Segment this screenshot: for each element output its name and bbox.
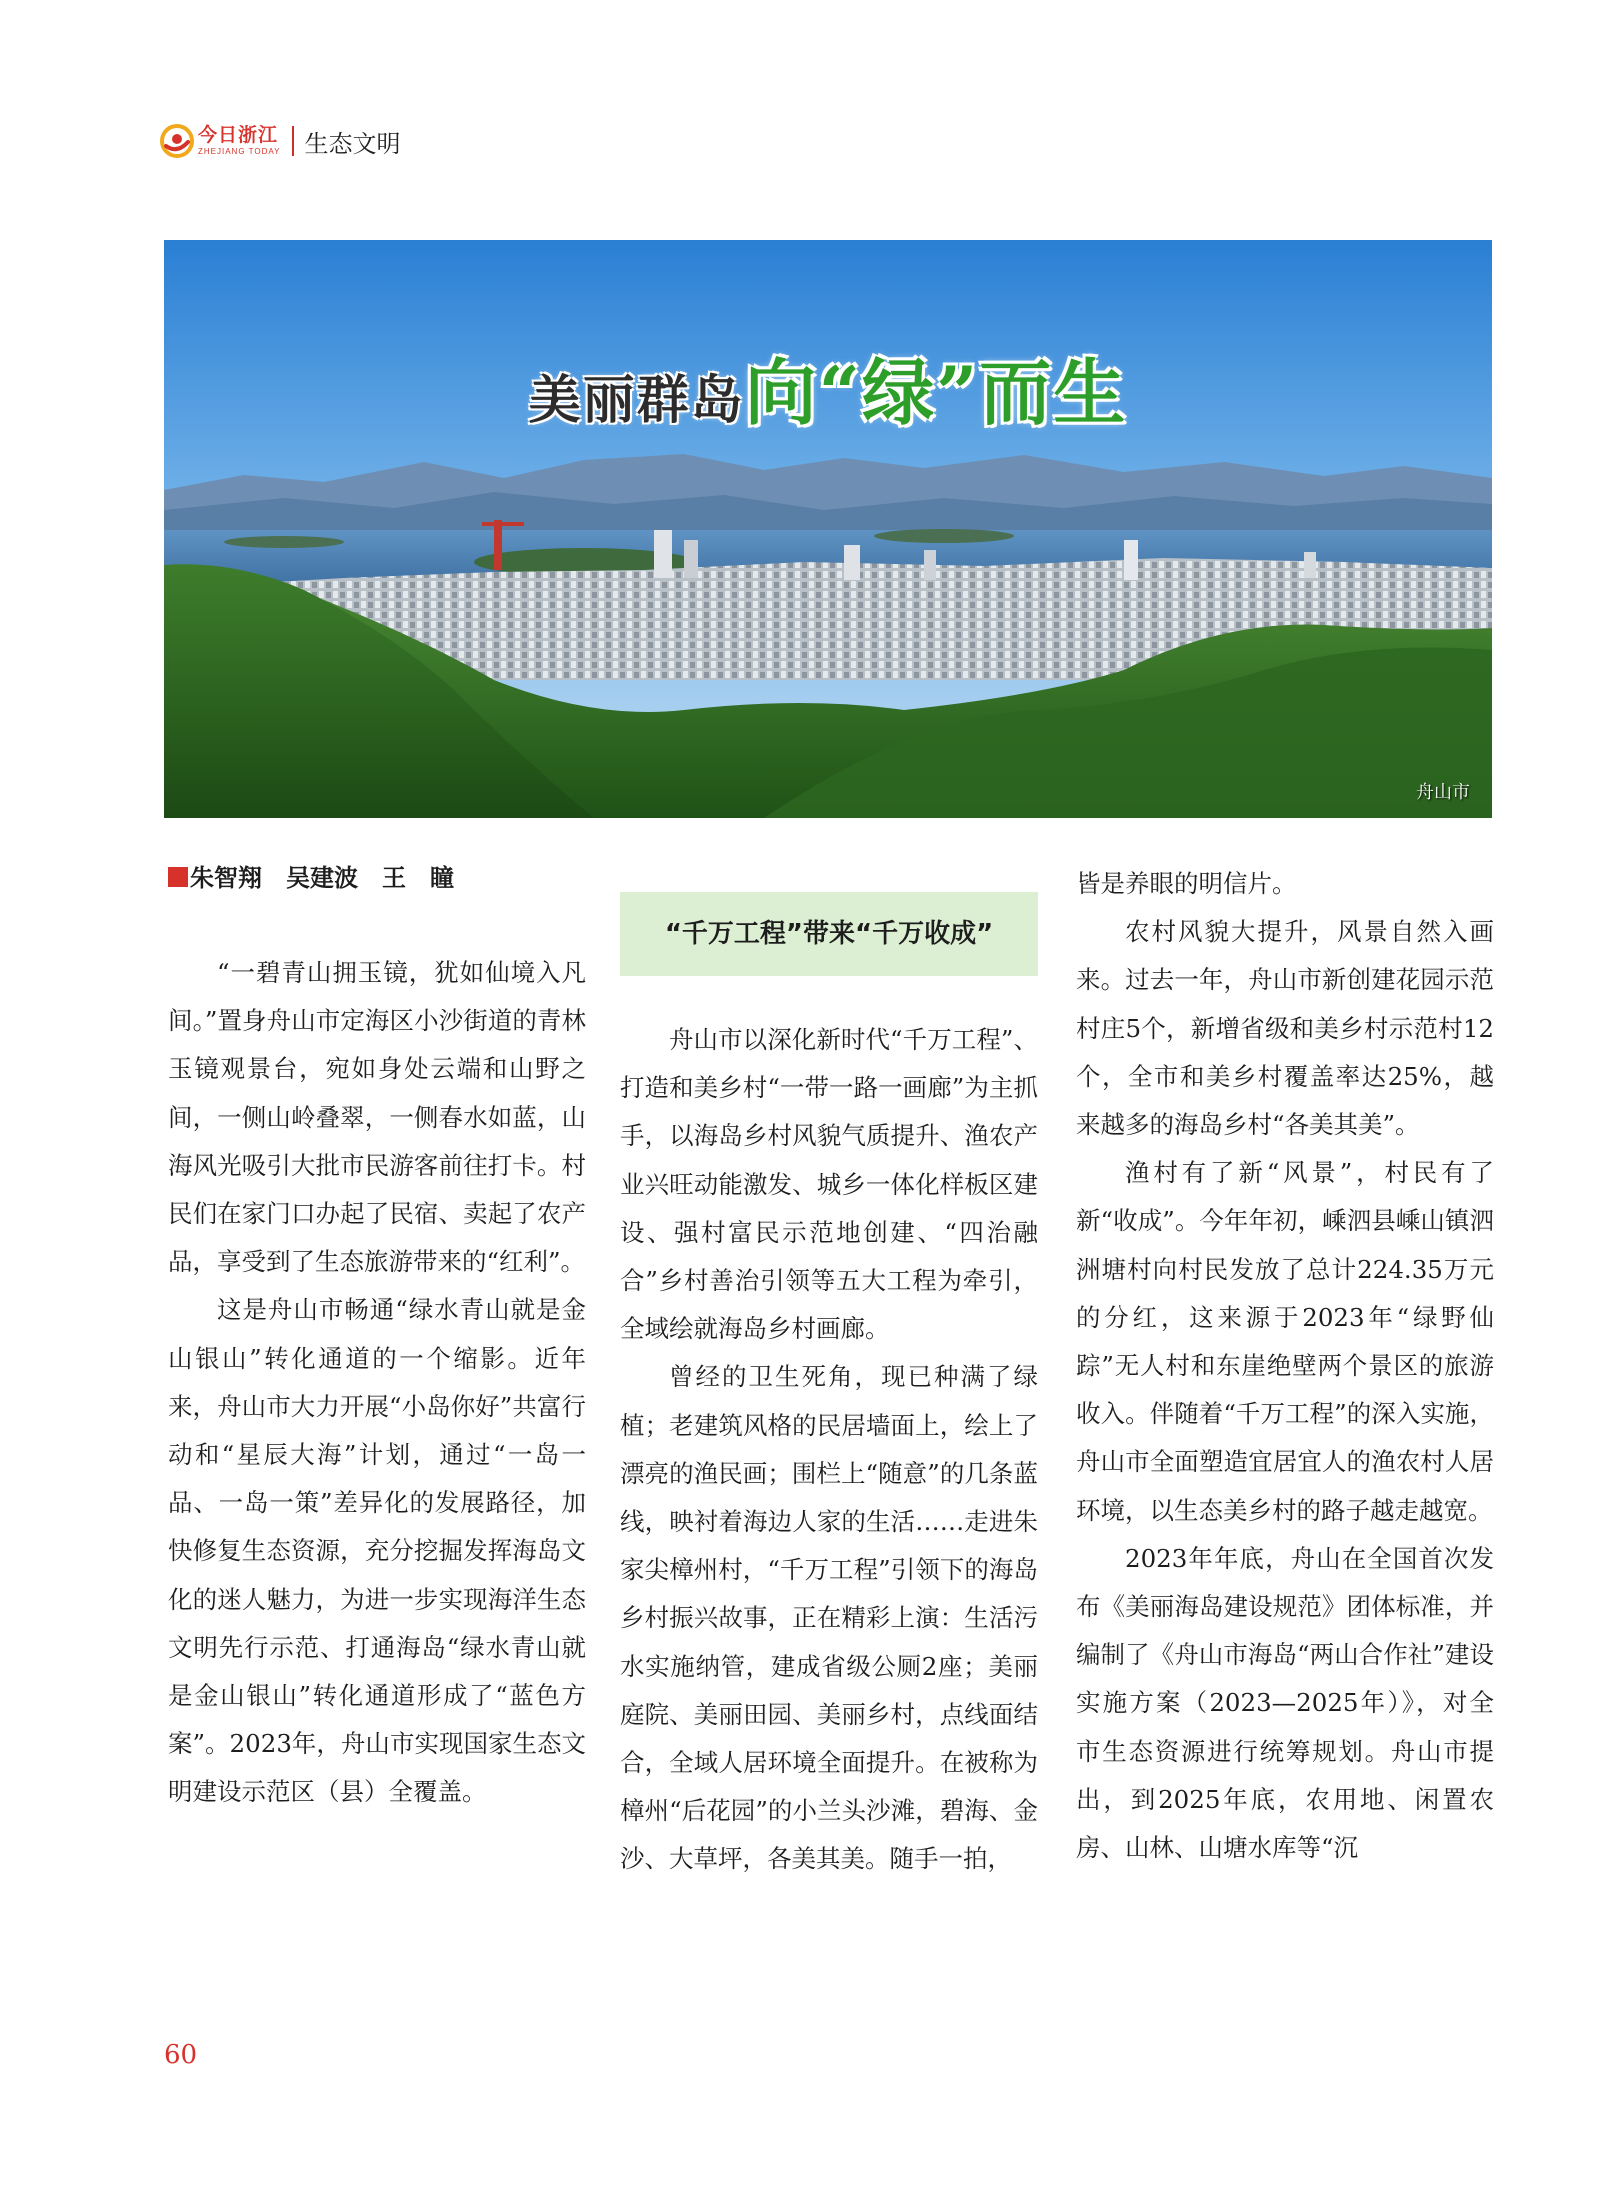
paragraph: 农村风貌大提升，风景自然入画来。过去一年，舟山市新创建花园示范村庄5个，新增省级和美乡村示范村12个，全市和美乡村覆盖率达25%，越来越多的海岛乡村“各美其美”。: [1076, 917, 1494, 1140]
byline: [168, 862, 586, 894]
logo-english-text: ZHEJIANG TODAY: [198, 147, 281, 156]
sun-swirl-logo-icon: [160, 124, 194, 158]
logo-chinese-text: 今日浙江: [198, 124, 279, 146]
section-name: 生态文明: [304, 129, 401, 158]
byline-square-icon: [168, 867, 188, 887]
article-column-3: [1076, 860, 1494, 1872]
city-landscape-illustration: [164, 240, 1492, 818]
article-column-1: [168, 862, 586, 1817]
section-subheading: “千万工程”带来“千万收成”: [620, 892, 1038, 976]
article-title: [164, 335, 1492, 439]
paragraph: “一碧青山拥玉镜，犹如仙境入凡间。”置身舟山市定海区小沙街道的青林玉镜观景台，宛如身处云端和山野之间，一侧山岭叠翠，一侧春水如蓝，山海风光吸引大批市民游客前往打卡。村民们在家门口办起了民宿、卖起了农产品，享受到了生态旅游带来的“红利”。: [168, 958, 586, 1277]
byline-authors: 朱智翔 吴建波 王 瞳: [190, 864, 454, 892]
hero-photo: [164, 240, 1492, 818]
paragraph: 这是舟山市畅通“绿水青山就是金山银山”转化通道的一个缩影。近年来，舟山市大力开展“小岛你好”共富行动和“星辰大海”计划，通过“一岛一品、一岛一策”差异化的发展路径，加快修复生态资源，充分挖掘发挥海岛文化的迷人魅力，为进一步实现海洋生态文明先行示范、打通海岛“绿水青山就是金山银山”转化通道形成了“蓝色方案”。2023年，舟山市实现国家生态文明建设示范区（县）全覆盖。: [168, 1295, 586, 1807]
article-column-2: [620, 862, 1038, 1884]
paragraph: 曾经的卫生死角，现已种满了绿植；老建筑风格的民居墙面上，绘上了漂亮的渔民画；围栏上“随意”的几条蓝线，映衬着海边人家的生活……走进朱家尖樟州村，“千万工程”引领下的海岛乡村振兴故事，正在精彩上演：生活污水实施纳管，建成省级公厕2座；美丽庭院、美丽田园、美丽乡村，点线面结合，全域人居环境全面提升。在被称为樟州“后花园”的小兰头沙滩，碧海、金沙、大草坪，各美其美。随手一拍，: [620, 1362, 1038, 1874]
paragraph: 2023年年底，舟山在全国首次发布《美丽海岛建设规范》团体标准，并编制了《舟山市海岛“两山合作社”建设实施方案（2023—2025年）》，对全市生态资源进行统筹规划。舟山市提出，到2025年底，农用地、闲置农房、山林、山塘水库等“沉: [1076, 1543, 1494, 1863]
article-title-part1: 美丽群岛: [528, 370, 745, 431]
paragraph: 舟山市以深化新时代“千万工程”、打造和美乡村“一带一路一画廊”为主抓手，以海岛乡村风貌气质提升、渔农产业兴旺动能激发、城乡一体化样板区建设、强村富民示范地创建、“四治融合”乡村善治引领等五大工程为牵引，全域绘就海岛乡村画廊。: [620, 1025, 1038, 1344]
paragraph: 渔村有了新“风景”，村民有了新“收成”。今年年初，嵊泗县嵊山镇泗洲塘村向村民发放了总计224.35万元的分红，这来源于2023年“绿野仙踪”无人村和东崖绝壁两个景区的旅游收入。伴随着“千万工程”的深入实施，舟山市全面塑造宜居宜人的渔农村人居环境，以生态美乡村的路子越走越宽。: [1076, 1158, 1494, 1525]
photo-caption: 舟山市: [1416, 782, 1470, 803]
magazine-logo: [160, 124, 280, 158]
masthead-divider: [292, 126, 294, 156]
article-title-part2: 向“绿”而生: [744, 350, 1128, 435]
paragraph-continuation: 皆是养眼的明信片。: [1076, 869, 1297, 898]
page-number: 60: [164, 2040, 198, 2070]
masthead: [160, 118, 400, 164]
